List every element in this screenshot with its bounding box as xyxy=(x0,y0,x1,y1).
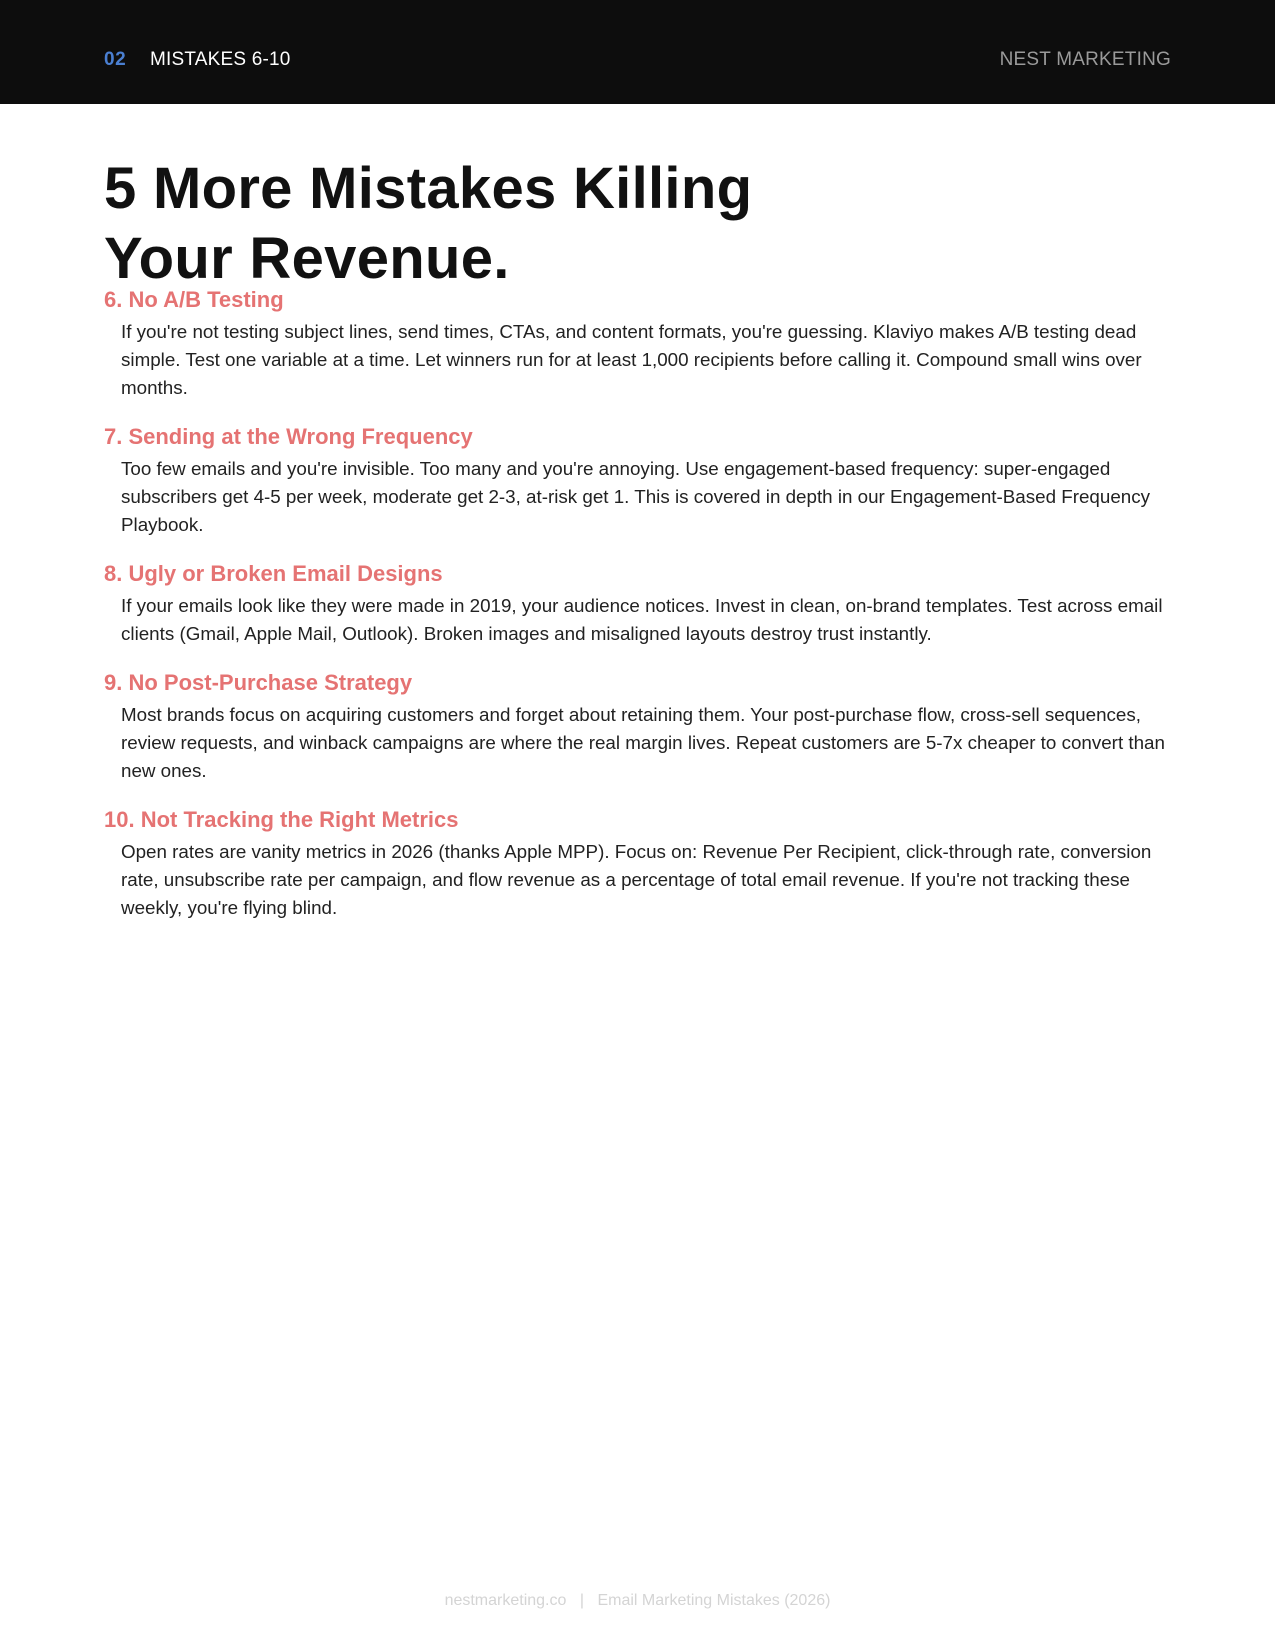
mistakes-list xyxy=(104,284,1174,941)
section-number: 02 xyxy=(104,49,127,70)
mistake-body: If you're not testing subject lines, send times, CTAs, and content formats, you're guessing. Klaviyo makes A/B testing dead simple. Test one variable at a time. Let winners run for at least 1,000 recipients before calling it. Compound small wins over months. xyxy=(121,321,1142,398)
mistake-item-10 xyxy=(104,804,1174,922)
mistake-body: Too few emails and you're invisible. Too many and you're annoying. Use engagement-based frequency: super-engaged subscribers get 4-5 per week, moderate get 2-3, at-risk get 1. This is covered in depth in our Engagement-Based Frequency Playbook. xyxy=(121,458,1150,535)
mistake-item-9 xyxy=(104,667,1174,785)
mistake-body: Most brands focus on acquiring customers and forget about retaining them. Your post-purchase flow, cross-sell sequences, review requests, and winback campaigns are where the real margin lives. Repeat customers are 5-7x cheaper to convert than new ones. xyxy=(121,704,1165,781)
footer-separator: | xyxy=(579,1592,585,1609)
page-title xyxy=(104,154,1004,294)
mistake-body: Open rates are vanity metrics in 2026 (thanks Apple MPP). Focus on: Revenue Per Recipient, click-through rate, conversion rate, unsubscribe rate per campaign, and flow revenue as a percentage of total email revenue. If you're not tracking these weekly, you're flying blind. xyxy=(121,841,1152,918)
brand-name: NEST MARKETING xyxy=(999,49,1171,70)
mistake-heading: 9. No Post-Purchase Strategy xyxy=(104,670,413,695)
page-title-line-1: 5 More Mistakes Killing xyxy=(104,156,753,221)
page-title-line-2: Your Revenue. xyxy=(104,226,510,291)
mistake-body: If your emails look like they were made in 2019, your audience notices. Invest in clean, on-brand templates. Test across email clients (Gmail, Apple Mail, Outlook). Broken images and misaligned layouts destroy trust instantly. xyxy=(121,595,1163,644)
mistake-heading: 6. No A/B Testing xyxy=(104,287,284,312)
page-footer xyxy=(0,1592,1275,1610)
mistake-item-8 xyxy=(104,558,1174,648)
mistake-heading: 8. Ugly or Broken Email Designs xyxy=(104,561,443,586)
mistake-item-7 xyxy=(104,421,1174,539)
footer-doc-title: Email Marketing Mistakes (2026) xyxy=(597,1592,831,1609)
mistake-heading: 10. Not Tracking the Right Metrics xyxy=(104,807,459,832)
header-bar xyxy=(0,0,1275,104)
section-label: MISTAKES 6-10 xyxy=(150,49,291,70)
mistake-heading: 7. Sending at the Wrong Frequency xyxy=(104,424,473,449)
footer-site-link[interactable]: nestmarketing.co xyxy=(444,1592,567,1609)
mistake-item-6 xyxy=(104,284,1174,402)
